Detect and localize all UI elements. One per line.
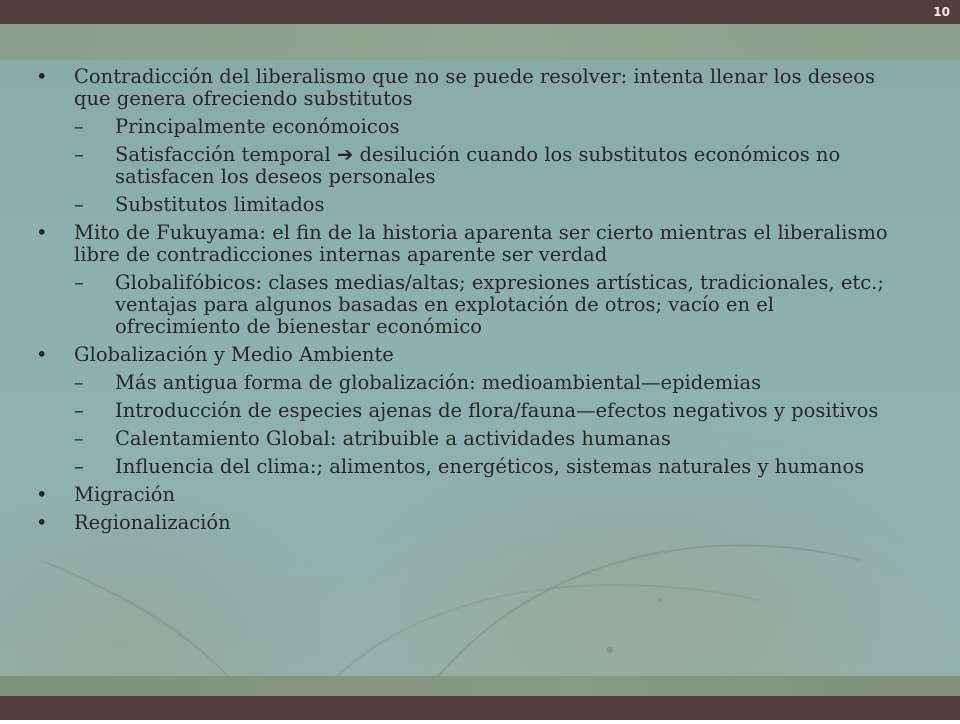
dash-mark: – (74, 371, 84, 394)
sub-bullet-item (0, 144, 960, 188)
bullet-mark: • (36, 343, 48, 366)
slide-number: 10 (933, 5, 950, 19)
arrow-right-icon: ➔ (336, 143, 354, 166)
sub-bullet-item (0, 272, 960, 338)
bullet-mark: • (36, 483, 48, 506)
bullet-text: Migración (74, 483, 176, 506)
sub-bullet-item (0, 372, 960, 394)
bottom-band (0, 676, 960, 696)
sub-bullet-text: Más antigua forma de globalización: medioambiental—epidemias (115, 371, 762, 394)
sub-bullet-text: Substitutos limitados (115, 193, 325, 216)
dash-mark: – (74, 427, 84, 450)
sub-bullet-item (0, 428, 960, 450)
dash-mark: – (74, 143, 84, 166)
sub-bullet-text: Influencia del clima:; alimentos, energéticos, sistemas naturales y humanos (115, 455, 865, 478)
bullet-text: Contradicción del liberalismo que no se puede resolver: intenta llenar los deseos que genera ofreciendo substitutos (74, 65, 876, 110)
bullet-item (0, 222, 960, 266)
sub-bullet-text: Calentamiento Global: atribuible a actividades humanas (115, 427, 671, 450)
sub-bullet-item (0, 400, 960, 422)
bullet-text: Regionalización (74, 511, 231, 534)
bullet-mark: • (36, 65, 48, 88)
sub-bullet-text: Principalmente económoicos (115, 115, 400, 138)
sub-bullet-text-after: desilución cuando los substitutos económicos no satisfacen los deseos personales (115, 143, 841, 188)
bullet-text: Mito de Fukuyama: el fin de la historia aparenta ser cierto mientras el liberalismo libre de contradicciones internas aparente ser verdad (74, 221, 888, 266)
bullet-mark: • (36, 511, 48, 534)
dash-mark: – (74, 399, 84, 422)
dash-mark: – (74, 455, 84, 478)
sub-bullet-item (0, 456, 960, 478)
bullet-item (0, 484, 960, 506)
sub-bullet-text: Introducción de especies ajenas de flora/fauna—efectos negativos y positivos (115, 399, 879, 422)
bullet-mark: • (36, 221, 48, 244)
sub-bullet-text: Globalifóbicos: clases medias/altas; expresiones artísticas, tradicionales, etc.; ventajas para algunos basadas en explotación de otros; vacío en el ofrecimiento de bienestar económico (115, 271, 884, 338)
sub-bullet-text-before: Satisfacción temporal (115, 143, 337, 166)
bullet-item (0, 512, 960, 534)
dash-mark: – (74, 193, 84, 216)
bullet-item (0, 344, 960, 366)
dash-mark: – (74, 115, 84, 138)
sub-bullet-item (0, 194, 960, 216)
sub-bullet-item (0, 116, 960, 138)
dash-mark: – (74, 271, 84, 294)
bullet-item (0, 66, 960, 110)
bullet-text: Globalización y Medio Ambiente (74, 343, 394, 366)
bullet-list (0, 66, 960, 540)
bottom-bar (0, 696, 960, 720)
